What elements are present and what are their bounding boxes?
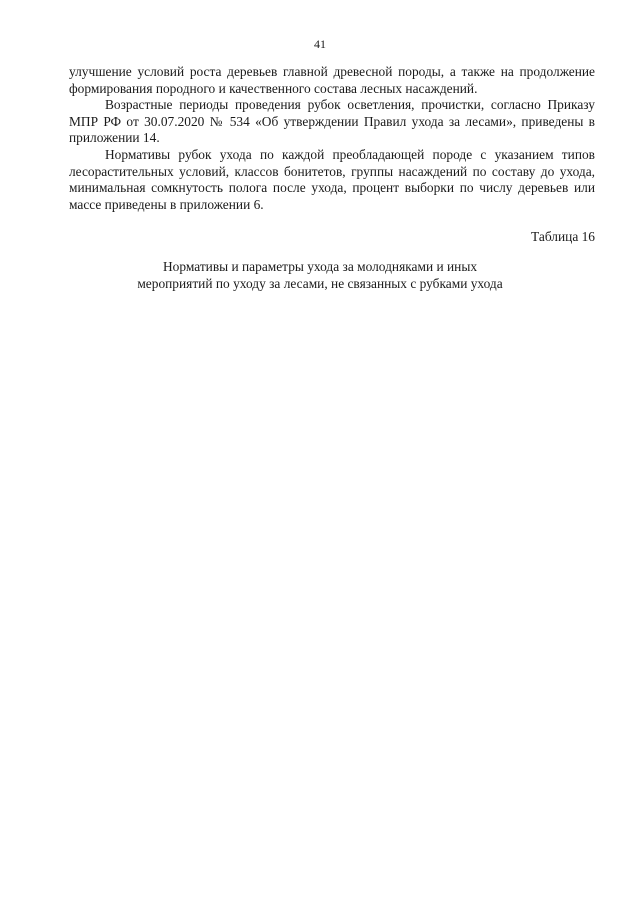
paragraph-continuation: улучшение условий роста деревьев главной древесной породы, а также на продолжение формирования породного и качественного состава лесных насаждений. — [69, 64, 595, 96]
paragraph-age-periods: Возрастные периоды проведения рубок осветления, прочистки, согласно Приказу МПР РФ от 30.07.2020 № 534 «Об утверждении Правил ухода за лесами», приведены в приложении 14. — [69, 97, 595, 146]
body-text — [69, 64, 595, 213]
table-title-line-2: мероприятий по уходу за лесами, не связанных с рубками ухода — [137, 275, 503, 291]
table-title — [0, 259, 640, 292]
paragraph-thinning-norms: Нормативы рубок ухода по каждой преобладающей породе с указанием типов лесорастительных условий, классов бонитетов, группы насаждений по составу до ухода, минимальная сомкнутость полога после ухода, процент выборки по числу деревьев или массе приведены в приложении 6. — [69, 146, 595, 212]
page-number: 41 — [314, 37, 326, 51]
table-label: Таблица 16 — [531, 229, 595, 244]
table-title-line-1: Нормативы и параметры ухода за молодняками и иных — [162, 259, 478, 274]
